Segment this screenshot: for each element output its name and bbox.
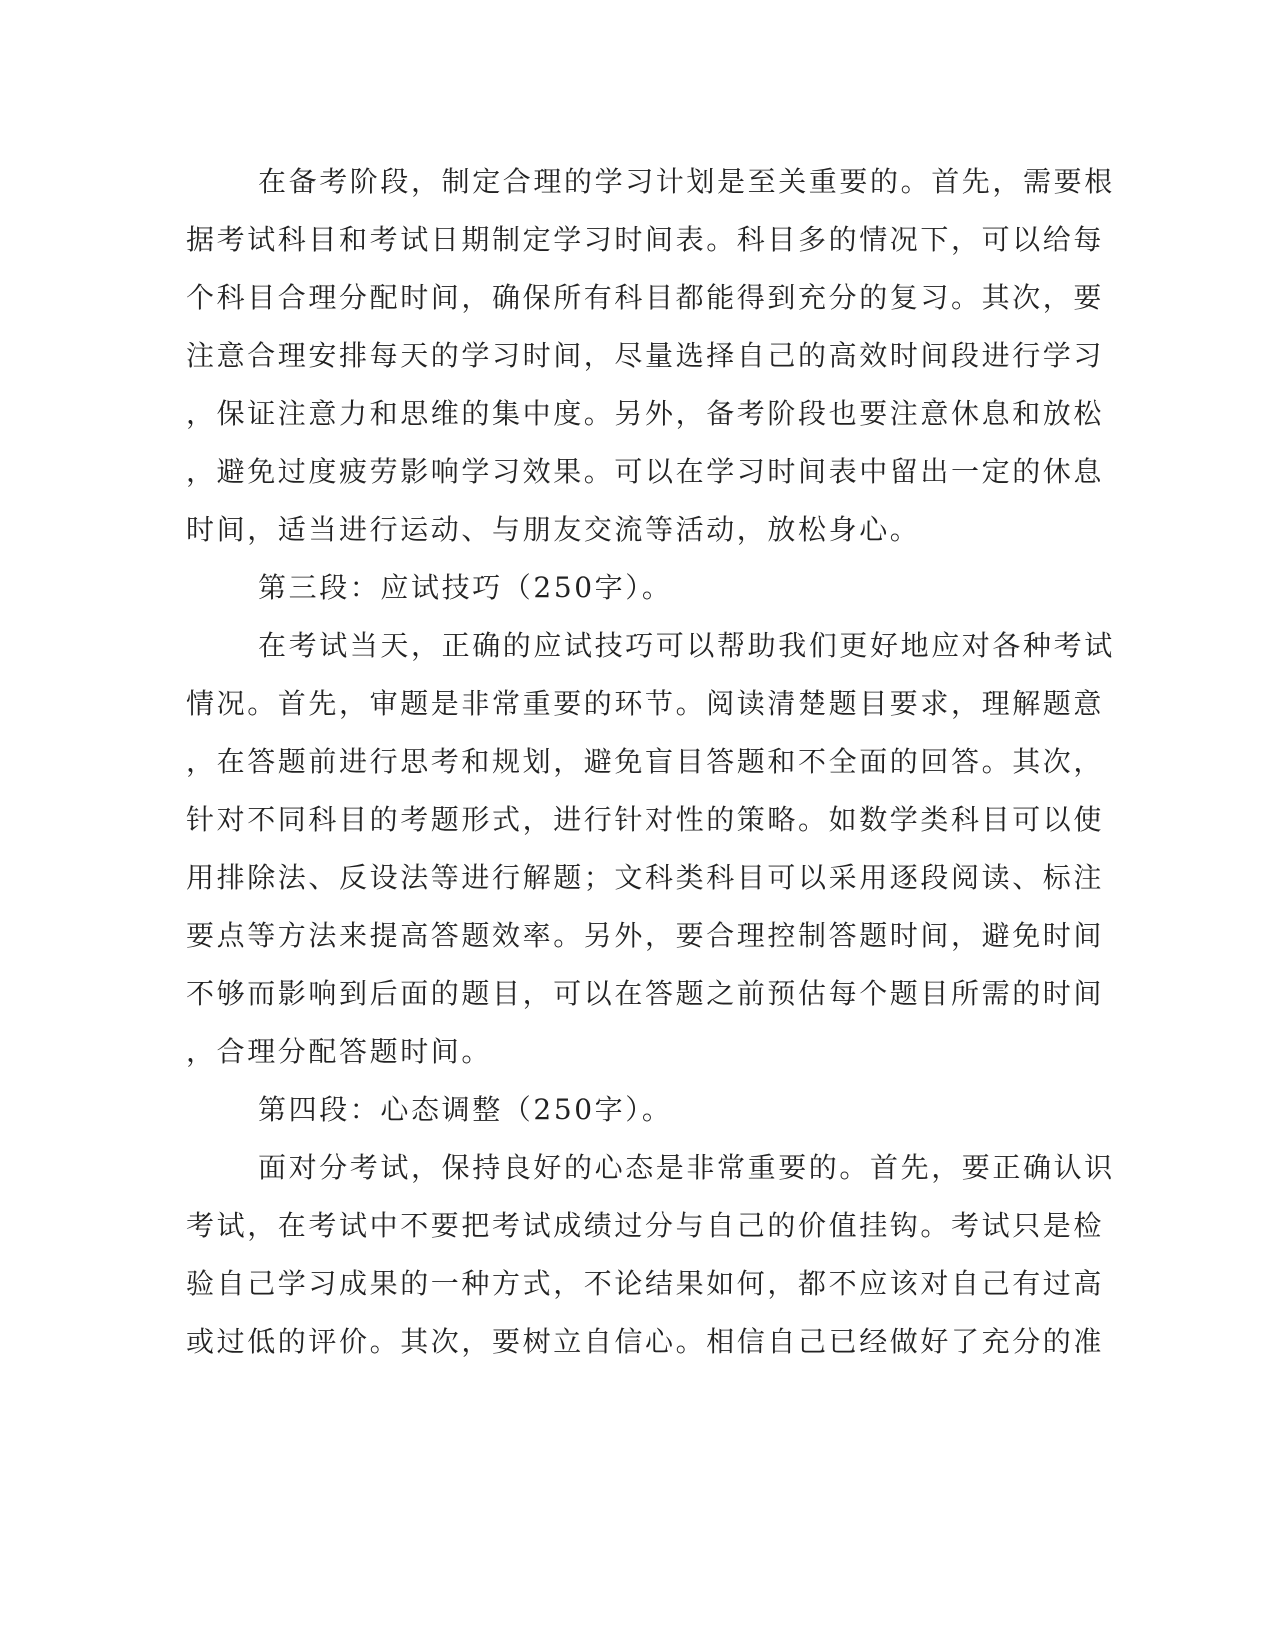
- paragraph-line: 面对分考试，保持良好的心态是非常重要的。首先，要正确认识: [258, 1151, 1115, 1184]
- paragraph-line: ，合理分配答题时间。: [186, 1035, 493, 1068]
- paragraph-line: 在考试当天，正确的应试技巧可以帮助我们更好地应对各种考试: [258, 629, 1115, 662]
- paragraph-line: ，保证注意力和思维的集中度。另外，备考阶段也要注意休息和放松: [186, 397, 1105, 430]
- paragraph-line: 用排除法、反设法等进行解题；文科类科目可以采用逐段阅读、标注: [186, 861, 1105, 894]
- paragraph-line: 在备考阶段，制定合理的学习计划是至关重要的。首先，需要根: [258, 165, 1115, 198]
- paragraph-line: 注意合理安排每天的学习时间，尽量选择自己的高效时间段进行学习: [186, 339, 1105, 372]
- paragraph-line: 验自己学习成果的一种方式，不论结果如何，都不应该对自己有过高: [186, 1267, 1105, 1300]
- paragraph-line: 个科目合理分配时间，确保所有科目都能得到充分的复习。其次，要: [186, 281, 1105, 314]
- paragraph-line: 不够而影响到后面的题目，可以在答题之前预估每个题目所需的时间: [186, 977, 1105, 1010]
- paragraph-line: 或过低的评价。其次，要树立自信心。相信自己已经做好了充分的准: [186, 1325, 1105, 1358]
- paragraph-line: 要点等方法来提高答题效率。另外，要合理控制答题时间，避免时间: [186, 919, 1105, 952]
- paragraph-line: 情况。首先，审题是非常重要的环节。阅读清楚题目要求，理解题意: [186, 687, 1105, 720]
- section-heading: 第三段：应试技巧（250字）。: [258, 571, 673, 604]
- paragraph-line: 时间，适当进行运动、与朋友交流等活动，放松身心。: [186, 513, 921, 546]
- paragraph-line: ，在答题前进行思考和规划，避免盲目答题和不全面的回答。其次，: [186, 745, 1105, 778]
- paragraph-line: 考试，在考试中不要把考试成绩过分与自己的价值挂钩。考试只是检: [186, 1209, 1105, 1242]
- paragraph-line: 针对不同科目的考题形式，进行针对性的策略。如数学类科目可以使: [186, 803, 1105, 836]
- paragraph-line: ，避免过度疲劳影响学习效果。可以在学习时间表中留出一定的休息: [186, 455, 1105, 488]
- section-heading: 第四段：心态调整（250字）。: [258, 1093, 673, 1126]
- paragraph-line: 据考试科目和考试日期制定学习时间表。科目多的情况下，可以给每: [186, 223, 1105, 256]
